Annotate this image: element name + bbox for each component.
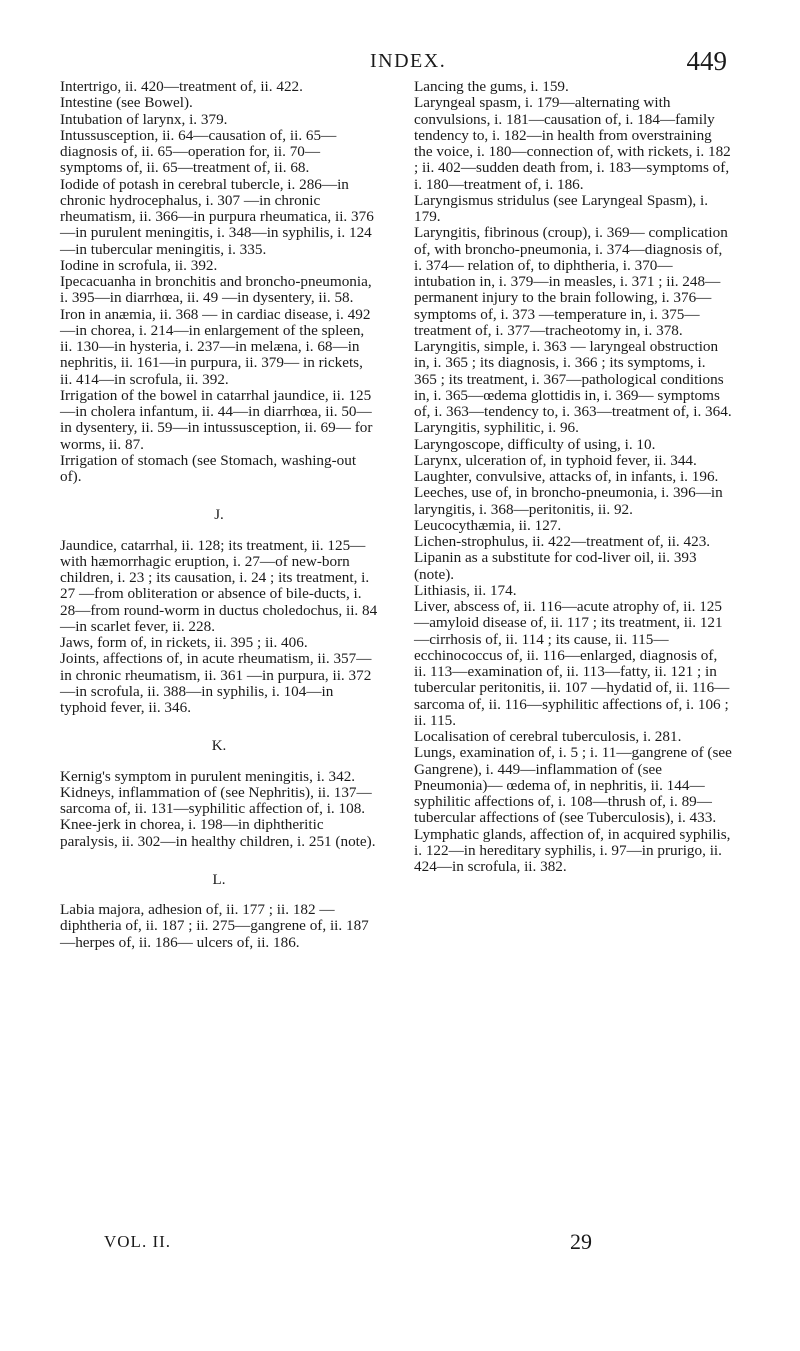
- index-entry: Iodine in scrofula, ii. 392.: [60, 256, 218, 274]
- entries-group-k: [60, 769, 378, 850]
- entries-group-l: [60, 902, 378, 951]
- index-entry: Larynx, ulceration of, in typhoid fever, ii. 344.: [414, 451, 697, 469]
- index-entry: Intestine (see Bowel).: [60, 94, 193, 112]
- index-entry: Irrigation of stomach (see Stomach, washing-out of).: [60, 451, 357, 485]
- entries-group-j: [60, 538, 378, 717]
- index-entry: Knee-jerk in chorea, i. 198—in diphtheritic paralysis, ii. 302—in healthy children, i. 251 (note).: [60, 816, 376, 850]
- index-entry: Intubation of larynx, i. 379.: [60, 110, 228, 128]
- index-entry: Irrigation of the bowel in catarrhal jaundice, ii. 125—in cholera infantum, ii. 44—in diarrhœa, ii. 50—in dysentery, ii. 59—in intussusception, ii. 69— for worms, ii. 87.: [60, 386, 373, 453]
- index-entry: Laryngitis, syphilitic, i. 96.: [414, 419, 579, 437]
- index-entry: Laryngismus stridulus (see Laryngeal Spasm), i. 179.: [414, 191, 708, 225]
- left-column: [60, 79, 378, 951]
- index-entry: Laryngoscope, difficulty of using, i. 10.: [414, 435, 656, 453]
- index-entry: Ipecacuanha in bronchitis and broncho-pneumonia, i. 395—in diarrhœa, ii. 49 —in dysentery, ii. 58.: [60, 273, 372, 307]
- index-entry: Laryngitis, fibrinous (croup), i. 369— complication of, with broncho-pneumonia, i. 374—diagnosis of, i. 374— relation of, to diphtheria, i. 370—intubation in, i. 379—in measles, i. 371 ; ii. 248—permanent injury to the brain following, i. 376—symptoms of, i. 373 —temperature in, i. 375—treatment of, i. 377—tracheotomy in, i. 378.: [414, 224, 728, 339]
- index-entry: Lipanin as a substitute for cod-liver oil, ii. 393 (note).: [414, 549, 697, 583]
- index-entry: Lymphatic glands, affection of, in acquired syphilis, i. 122—in hereditary syphilis, i. 97—in prurigo, ii. 424—in scrofula, ii. 382.: [414, 825, 731, 875]
- index-entry: Leucocythæmia, ii. 127.: [414, 516, 562, 534]
- index-entry: Labia majora, adhesion of, ii. 177 ; ii. 182 —diphtheria of, ii. 187 ; ii. 275—gangrene of, ii. 187—herpes of, ii. 186— ulcers of, ii. 186.: [60, 901, 369, 951]
- index-entry: Lithiasis, ii. 174.: [414, 581, 517, 599]
- signature-mark: 29: [570, 1229, 592, 1254]
- index-entry: Iron in anæmia, ii. 368 — in cardiac disease, i. 492—in chorea, i. 214—in enlargement of the spleen, ii. 130—in hysteria, i. 237—in melæna, i. 68—in nephritis, ii. 161—in purpura, ii. 379— in rickets, ii. 414—in scrofula, ii. 392.: [60, 305, 371, 388]
- page-number: 449: [686, 46, 727, 76]
- section-letter-j: J.: [214, 507, 224, 524]
- index-entry: Lungs, examination of, i. 5 ; i. 11—gangrene of (see Gangrene), i. 449—inflammation of (see Pneumonia)— œdema of, in nephritis, ii. 144— syphilitic affections of, i. 108—thrush of, i. 89—tubercular affections of (see Tuberculosis), i. 433.: [414, 744, 732, 827]
- index-entry: Kernig's symptom in purulent meningitis, i. 342.: [60, 767, 356, 785]
- index-entry: Liver, abscess of, ii. 116—acute atrophy of, ii. 125—amyloid disease of, ii. 117 ; its treatment, ii. 121—cirrhosis of, ii. 114 ; its cause, ii. 115— ecchinococcus of, ii. 116—enlarged, diagnosis of, ii. 113—examination of, ii. 113—fatty, ii. 121 ; in tubercular peritonitis, ii. 107 —hydatid of, ii. 116—sarcoma of, ii. 116—syphilitic affections of, i. 106 ; ii. 115.: [414, 598, 730, 729]
- index-entry: Lichen-strophulus, ii. 422—treatment of, ii. 423.: [414, 533, 711, 550]
- running-title: INDEX.: [370, 50, 447, 72]
- index-entry: Jaundice, catarrhal, ii. 128; its treatment, ii. 125—with hæmorrhagic eruption, i. 27—of new-born children, i. 23 ; its causation, i. 24 ; its treatment, i. 27 —from obliteration or absence of bile-ducts, i. 28—from round-worm in ductus choledochus, ii. 84—in scarlet fever, ii. 228.: [60, 536, 378, 635]
- index-entry: Iodide of potash in cerebral tubercle, i. 286—in chronic hydrocephalus, i. 307 —in chronic rheumatism, ii. 366—in purpura rheumatica, ii. 376—in purulent meningitis, i. 348—in syphilis, i. 124—in tubercular meningitis, i. 335.: [60, 175, 374, 258]
- section-letter-l: L.: [212, 871, 226, 888]
- index-entry: Jaws, form of, in rickets, ii. 395 ; ii. 406.: [60, 634, 308, 651]
- index-entry: Intertrigo, ii. 420—treatment of, ii. 422.: [60, 78, 303, 95]
- index-entry: Laryngitis, simple, i. 363 — laryngeal obstruction in, i. 365 ; its diagnosis, i. 366 ; its symptoms, i. 365 ; its treatment, i. 367—pathological conditions in, i. 365—œdema glottidis in, i. 369— symptoms of, i. 363—tendency to, i. 363—treatment of, i. 364.: [414, 338, 732, 420]
- index-entry: Laughter, convulsive, attacks of, in infants, i. 196.: [414, 468, 719, 485]
- index-entry: Leeches, use of, in broncho-pneumonia, i. 396—in laryngitis, i. 368—peritonitis, ii. 92.: [414, 484, 723, 518]
- index-entry: Laryngeal spasm, i. 179—alternating with convulsions, i. 181—causation of, i. 184—family tendency to, i. 182—in health from overstraining the voice, i. 180—connection of, with rickets, i. 182 ; ii. 402—sudden death from, i. 183—symptoms of, i. 180—treatment of, i. 186.: [414, 94, 731, 193]
- entries-group-i: [60, 79, 378, 485]
- section-letter-k: K.: [211, 738, 227, 755]
- right-column: [414, 79, 732, 875]
- volume-label: VOL. II.: [104, 1232, 172, 1251]
- index-entry: Localisation of cerebral tuberculosis, i. 281.: [414, 728, 682, 745]
- index-entry: Intussusception, ii. 64—causation of, ii. 65—diagnosis of, ii. 65—operation for, ii. 70—symptoms of, ii. 65—treatment of, ii. 68.: [60, 126, 337, 177]
- index-entry: Kidneys, inflammation of (see Nephritis), ii. 137—sarcoma of, ii. 131—syphilitic affection of, i. 108.: [60, 783, 372, 817]
- index-entry: Lancing the gums, i. 159.: [414, 78, 569, 95]
- index-entry: Joints, affections of, in acute rheumatism, ii. 357—in chronic rheumatism, ii. 361 —in purpura, ii. 372—in scrofula, ii. 388—in syphilis, i. 104—in typhoid fever, ii. 346.: [60, 650, 372, 716]
- entries-group-right: [414, 79, 732, 875]
